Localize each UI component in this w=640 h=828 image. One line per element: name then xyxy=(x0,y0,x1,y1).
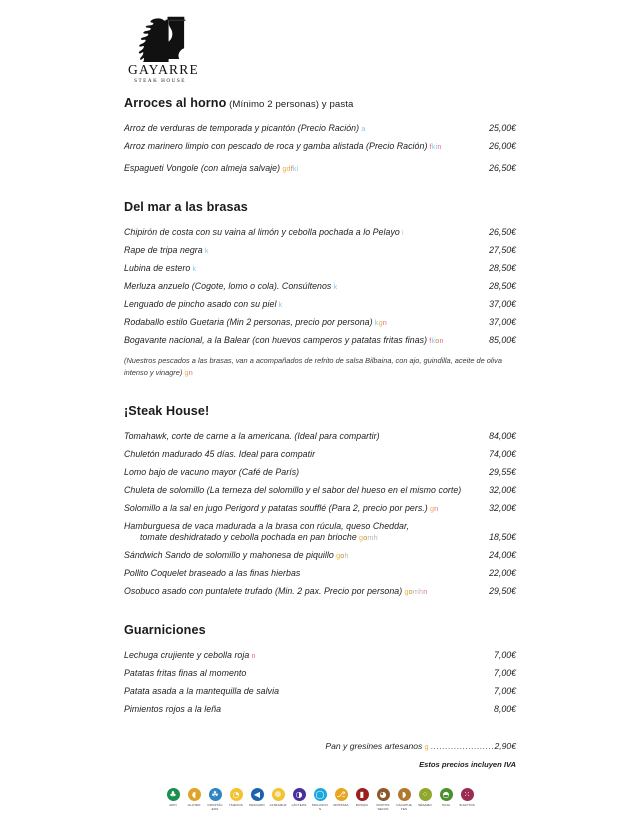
allergen-code: m xyxy=(412,586,420,596)
allergen-code: k xyxy=(431,336,436,346)
allergen-code: d xyxy=(286,164,291,174)
section-title: Guarniciones xyxy=(124,622,206,637)
allergen-code: o xyxy=(435,336,440,346)
molluscs-allergen-icon xyxy=(314,788,327,801)
menu-item-price: 22,00€ xyxy=(489,567,516,578)
menu-item-name-line2: tomate deshidratado y cebolla pochada en pan brioche gomh xyxy=(140,532,378,543)
legend-item xyxy=(291,788,308,807)
legend-label: CACAHUETES xyxy=(396,803,412,812)
menu-item-row xyxy=(124,704,516,715)
legend-label: MOSTAZA xyxy=(333,803,349,807)
allergen-code: i xyxy=(402,228,404,238)
menu-item-row xyxy=(124,503,516,514)
section-heading xyxy=(124,96,516,111)
lupin-allergen-icon xyxy=(272,788,285,801)
legend-icon-glyph: ☘ xyxy=(211,789,219,799)
menu-item-name: Arroz de verduras de temporada y picantón (Precio Ración) a xyxy=(124,123,366,134)
section-title: Del mar a las brasas xyxy=(124,200,248,215)
allergen-code: n xyxy=(434,504,439,514)
peanuts-allergen-icon xyxy=(398,788,411,801)
allergen-codes xyxy=(357,533,378,542)
allergen-code: k xyxy=(278,300,283,310)
sulphites-allergen-icon xyxy=(461,788,474,801)
legend-label: SULFITOS xyxy=(459,803,475,807)
menu-section xyxy=(124,404,516,597)
bread-allergen-code: g xyxy=(422,742,431,751)
legend-item xyxy=(207,788,224,811)
menu-item-name-line1: Hamburguesa de vaca madurada a la brasa con rúcula, queso Cheddar, xyxy=(124,521,409,532)
nuts-allergen-icon xyxy=(377,788,390,801)
menu-item-row xyxy=(124,141,516,152)
menu-item-price: 29,55€ xyxy=(489,467,516,478)
menu-item-name: Sándwich Sando de solomillo y mahonesa de piquillo goh xyxy=(124,550,349,560)
menu-item-name: Lomo bajo de vacuno mayor (Café de París) xyxy=(124,467,300,478)
allergen-legend xyxy=(0,788,640,811)
allergen-code: o xyxy=(363,533,368,543)
menu-item-name: Lubina de estero k xyxy=(124,263,197,274)
menu-footer xyxy=(124,741,516,769)
legend-icon-glyph: ⎇ xyxy=(336,789,346,799)
allergen-code: n xyxy=(382,318,387,328)
bread-price: 2,90€ xyxy=(494,741,516,751)
menu-item-name: Chuletón madurado 45 días. Ideal para compatir xyxy=(124,449,316,460)
menu-item-price: 18,50€ xyxy=(489,532,516,543)
legend-icon-glyph: ⁙ xyxy=(463,789,471,799)
allergen-codes xyxy=(276,300,282,309)
allergen-code: m xyxy=(367,533,374,543)
legend-icon-glyph: ◑ xyxy=(295,789,303,799)
allergen-codes xyxy=(428,504,439,513)
section-heading xyxy=(124,404,516,419)
iva-note: Estos precios incluyen IVA xyxy=(419,760,516,769)
allergen-code: g xyxy=(282,164,287,174)
menu-item-price: 37,00€ xyxy=(489,299,516,310)
allergen-codes xyxy=(249,651,255,660)
section-title: Arroces al horno xyxy=(124,96,227,110)
allergen-code: i xyxy=(435,142,438,152)
allergen-codes xyxy=(373,318,387,327)
menu-item-row xyxy=(124,317,516,328)
legend-icon-glyph: ◗ xyxy=(401,789,407,799)
menu-item-row xyxy=(124,568,516,579)
crustaceans-allergen-icon xyxy=(209,788,222,801)
allergen-code: k xyxy=(204,246,209,256)
menu-item-price: 24,00€ xyxy=(489,550,516,560)
menu-section xyxy=(124,200,516,378)
menu-item-row xyxy=(124,335,516,346)
menu-item-price: 26,50€ xyxy=(489,227,516,238)
menu-item-price: 27,50€ xyxy=(489,245,516,256)
menu-item-name: Pollito Coquelet braseado a las finas hierbas xyxy=(124,567,301,578)
menu-item-name: Espagueti Vongole (con almeja salvaje) gdfki xyxy=(124,163,299,174)
legend-item xyxy=(375,788,392,811)
allergen-codes xyxy=(190,264,196,273)
menu-item-row xyxy=(124,263,516,274)
allergen-codes xyxy=(182,368,193,377)
allergen-code: n xyxy=(251,651,256,661)
legend-icon-glyph: ▮ xyxy=(359,789,365,799)
section-heading xyxy=(124,200,516,215)
allergen-codes xyxy=(402,587,427,596)
gayarre-silhouette-logo-icon xyxy=(134,16,186,62)
menu-section xyxy=(124,623,516,715)
legend-item xyxy=(333,788,350,807)
allergen-codes xyxy=(334,551,349,560)
legend-icon-glyph: ◖ xyxy=(191,789,197,799)
legend-label: GLUTEN xyxy=(187,803,201,807)
allergen-code: i xyxy=(296,164,299,174)
menu-item-price: 26,50€ xyxy=(489,163,516,174)
allergen-code: g xyxy=(378,318,383,328)
menu-item-price: 74,00€ xyxy=(489,449,516,460)
legend-item xyxy=(165,788,182,807)
legend-icon-glyph: ◯ xyxy=(315,789,325,799)
legend-item xyxy=(228,788,245,807)
menu-item-price: 26,00€ xyxy=(489,141,516,152)
allergen-code: k xyxy=(431,142,436,152)
menu-sections xyxy=(124,96,516,715)
allergen-code: k xyxy=(292,164,297,174)
legend-icon-glyph: ◔ xyxy=(232,789,240,799)
menu-item-row xyxy=(124,668,516,679)
menu-item-price: 84,00€ xyxy=(489,431,516,442)
menu-item-name: Osobuco asado con puntalete trufado (Min. 2 pax. Precio por persona) gomhn xyxy=(124,585,428,596)
section-subtitle: (Mínimo 2 personas) y pasta xyxy=(226,99,354,110)
legend-icon-glyph: ◓ xyxy=(442,789,450,799)
legend-label: APIO xyxy=(169,803,177,807)
menu-item-row xyxy=(124,449,516,460)
allergen-codes xyxy=(331,282,337,291)
menu-item-name: Pimientos rojos a la leña xyxy=(124,704,222,715)
allergen-code: k xyxy=(192,264,197,274)
legend-item xyxy=(396,788,413,811)
menu-item-name: Lechuga crujiente y cebolla roja n xyxy=(124,650,256,661)
allergen-code: a xyxy=(361,124,366,134)
legend-item xyxy=(438,788,455,807)
allergen-code: g xyxy=(359,533,364,543)
allergen-code: h xyxy=(419,586,424,596)
legend-item xyxy=(312,788,329,811)
sesame-allergen-icon xyxy=(419,788,432,801)
section-heading xyxy=(124,623,516,638)
sesame-roll-allergen-icon xyxy=(356,788,369,801)
menu-item-price: 29,50€ xyxy=(489,585,516,596)
fish-allergen-icon xyxy=(251,788,264,801)
legend-icon-glyph: ⁘ xyxy=(421,789,429,799)
menu-item-price: 32,00€ xyxy=(489,485,516,496)
legend-label: SOJA xyxy=(441,803,451,807)
allergen-code: f xyxy=(290,164,293,174)
legend-label: ALTRAMUZ xyxy=(269,803,287,807)
menu-item-row xyxy=(124,245,516,256)
allergen-code: g xyxy=(404,586,409,596)
menu-item-row xyxy=(124,467,516,478)
legend-item xyxy=(249,788,266,807)
legend-label: LÁCTEOS xyxy=(291,803,307,807)
allergen-code: f xyxy=(429,142,432,152)
legend-icon-glyph: ◀ xyxy=(253,789,261,799)
menu-item-price: 7,00€ xyxy=(493,668,516,679)
allergen-code: h xyxy=(344,551,349,560)
section-title: ¡Steak House! xyxy=(124,404,210,418)
legend-label: SÉSAMO xyxy=(418,803,432,807)
legend-item xyxy=(417,788,434,807)
menu-item-name: Chuleta de solomillo (La terneza del solomillo y el sabor del hueso en el mismo corte) xyxy=(124,485,462,496)
allergen-code: g xyxy=(429,504,435,514)
allergen-codes xyxy=(203,246,209,255)
menu-item-price: 32,00€ xyxy=(489,503,516,514)
menu-item-price: 7,00€ xyxy=(493,686,516,697)
allergen-codes xyxy=(427,142,441,151)
allergen-code: h xyxy=(373,533,378,543)
menu-item-name: Rape de tripa negra k xyxy=(124,245,209,256)
dairy-allergen-icon xyxy=(293,788,306,801)
legend-item xyxy=(354,788,371,807)
allergen-code: n xyxy=(423,586,428,596)
legend-label: ROSQUI xyxy=(355,803,369,807)
menu-item-name: Rodaballo estilo Guetaria (Min 2 personas, precio por persona) kgn xyxy=(124,317,387,328)
menu-item-row xyxy=(124,686,516,697)
restaurant-logo xyxy=(128,16,199,85)
menu-item-price: 8,00€ xyxy=(493,704,516,715)
bread-price-line xyxy=(124,741,516,751)
allergen-codes xyxy=(280,164,298,173)
logo-tagline: STEAK HOUSE xyxy=(134,78,186,85)
menu-content xyxy=(124,96,516,769)
legend-label: PESCADO xyxy=(249,803,265,807)
allergen-code: g xyxy=(184,367,189,377)
mustard-allergen-icon xyxy=(335,788,348,801)
allergen-code: o xyxy=(340,551,345,560)
menu-item-price: 85,00€ xyxy=(489,335,516,346)
menu-item-row xyxy=(124,163,516,174)
menu-item-name: Lenguado de pincho asado con su piel k xyxy=(124,299,283,310)
menu-item-price: 28,50€ xyxy=(489,263,516,274)
legend-icon-glyph: ♣ xyxy=(169,789,177,799)
menu-item-row xyxy=(124,650,516,661)
menu-item-row xyxy=(124,227,516,238)
legend-item xyxy=(186,788,203,807)
logo-wordmark: GAYARRE xyxy=(128,62,199,77)
menu-item-name: Solomillo a la sal en jugo Perigord y patatas soufflé (Para 2, precio por pers.) gn xyxy=(124,503,439,514)
allergen-code: n xyxy=(188,367,193,377)
menu-item-price: 25,00€ xyxy=(489,123,516,134)
gluten-allergen-icon xyxy=(188,788,201,801)
legend-label: FRUTOS SECOS xyxy=(376,803,390,812)
allergen-codes xyxy=(427,336,444,345)
allergen-code: f xyxy=(429,336,432,346)
menu-item-name: Arroz marinero limpio con pescado de roca y gamba alistada (Precio Ración) fkin xyxy=(124,141,442,152)
menu-item-name: Patatas fritas finas al momento xyxy=(124,668,247,679)
allergen-codes xyxy=(359,124,365,133)
allergen-code: n xyxy=(439,336,444,346)
menu-item-price: 37,00€ xyxy=(489,317,516,328)
eggs-allergen-icon xyxy=(230,788,243,801)
allergen-codes xyxy=(400,228,404,237)
soy-allergen-icon xyxy=(440,788,453,801)
allergen-code: k xyxy=(374,318,379,328)
allergen-code: o xyxy=(408,586,413,596)
legend-icon-glyph: ❁ xyxy=(274,789,282,799)
menu-item-price: 7,00€ xyxy=(493,650,516,661)
menu-item-row xyxy=(124,485,516,496)
legend-label: CRUSTÁCEOS xyxy=(207,803,223,812)
allergen-code: k xyxy=(333,282,338,292)
menu-item-name: Merluza anzuelo (Cogote, lomo o cola). Consúltenos k xyxy=(124,281,338,292)
allergen-code: g xyxy=(336,551,341,560)
menu-item-row xyxy=(124,550,516,561)
legend-item xyxy=(270,788,287,807)
menu-item-name xyxy=(124,521,474,543)
menu-section xyxy=(124,96,516,174)
menu-item-name: Chipirón de costa con su vaina al limón y cebolla pochada a lo Pelayo i xyxy=(124,227,404,238)
menu-item-row xyxy=(124,521,516,543)
legend-label: HUEVOS xyxy=(229,803,243,807)
section-note: (Nuestros pescados a las brasas, van a acompañados de refrito de salsa Bilbaina, con ajo, guindilla, aceite de oliva intenso y vinagre) gn xyxy=(124,356,502,377)
legend-icon-glyph: ◕ xyxy=(379,789,387,799)
menu-item-row xyxy=(124,281,516,292)
menu-item-row xyxy=(124,431,516,442)
bread-label: Pan y gresines artesanos xyxy=(325,741,423,751)
menu-item-row xyxy=(124,299,516,310)
menu-item-row xyxy=(124,123,516,134)
dot-leader: ...................... xyxy=(430,741,495,751)
menu-item-name: Tomahawk, corte de carne a la americana. (Ideal para compartir) xyxy=(124,431,380,442)
menu-item-name: Bogavante nacional, a la Balear (con huevos camperos y patatas fritas finas) fkon xyxy=(124,335,444,346)
celery-allergen-icon xyxy=(167,788,180,801)
menu-item-name: Patata asada a la mantequilla de salvia xyxy=(124,686,280,697)
legend-item xyxy=(459,788,476,807)
allergen-code: n xyxy=(437,142,442,152)
legend-label: MOLUSCOS xyxy=(312,803,328,812)
menu-item-price: 28,50€ xyxy=(489,281,516,292)
menu-item-row xyxy=(124,586,516,597)
